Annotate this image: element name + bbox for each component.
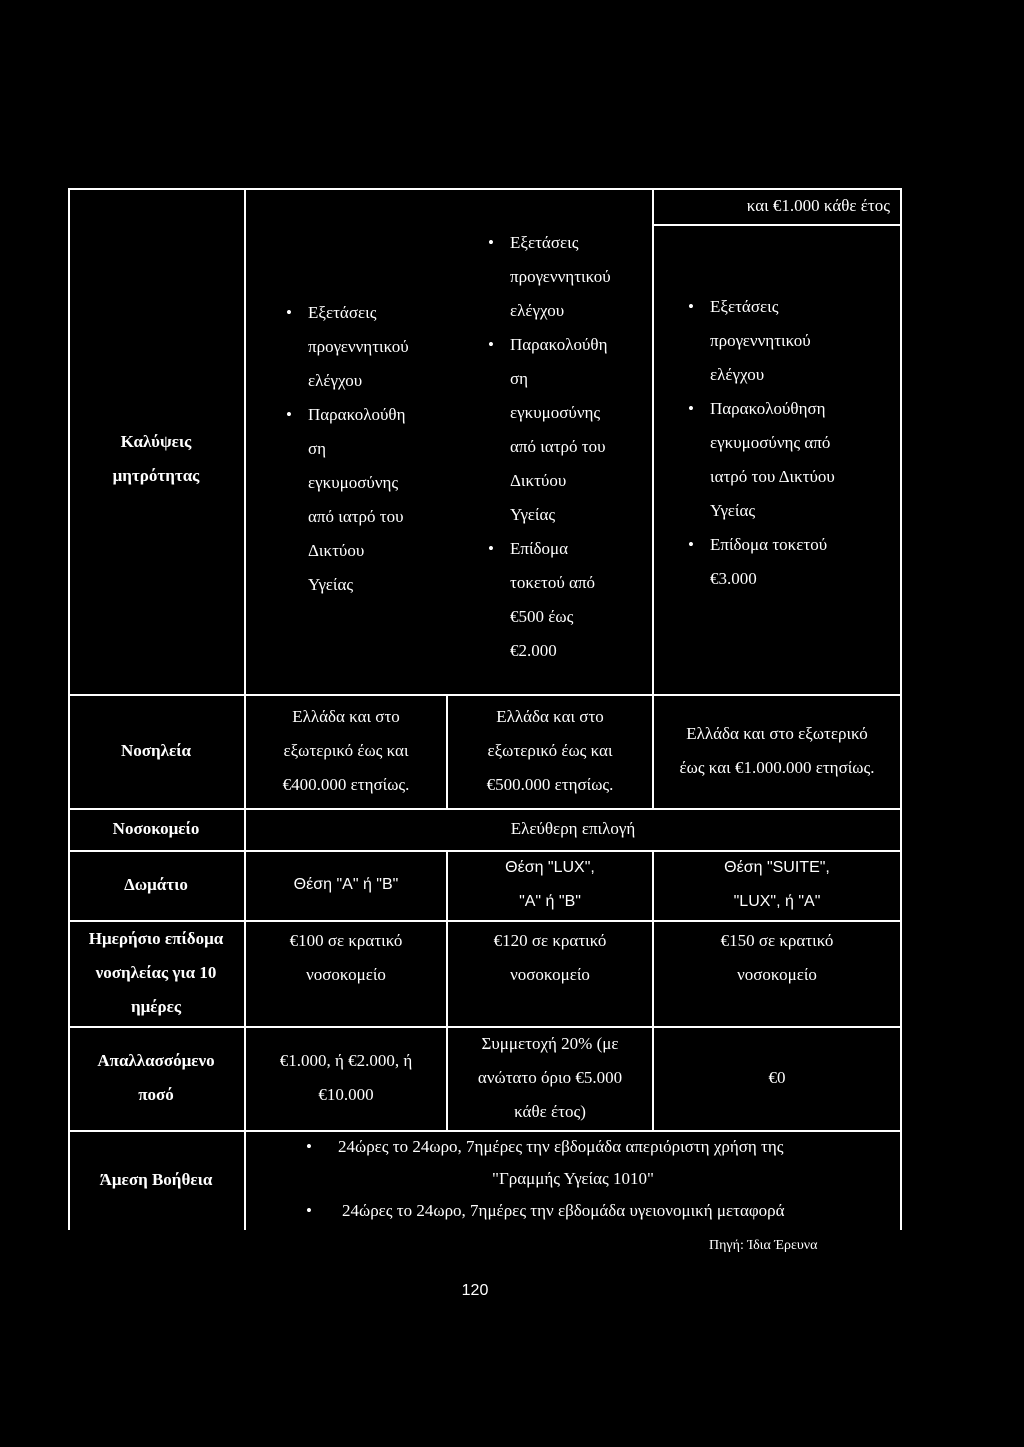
daily-allowance-label xyxy=(68,920,244,1026)
list-item-text: ελέγχου xyxy=(308,371,363,390)
list-item-text: ελέγχου xyxy=(710,365,765,384)
cell-text: Ελλάδα και στο εξωτερικό xyxy=(686,724,868,743)
list-item-text: €2.000 xyxy=(510,641,557,660)
assistance-bullet-1-cont xyxy=(246,1162,900,1196)
cell-text: €10.000 xyxy=(318,1085,374,1104)
deductible-label xyxy=(68,1026,244,1130)
room-plan2 xyxy=(448,850,652,920)
daily-allowance-plan2 xyxy=(448,920,652,1026)
source-note: Πηγή: Ίδια Έρευνα xyxy=(709,1238,818,1253)
list-item-text: €500 έως xyxy=(510,607,574,626)
list-item-text: Υγείας xyxy=(308,575,354,594)
daily-allowance-label-line: Ημερήσιο επίδομα xyxy=(88,929,224,948)
maternity-label-line: μητρότητας xyxy=(112,466,200,485)
cell-text: εξωτερικό έως και xyxy=(283,741,409,760)
deductible-label-line: Απαλλασσόμενο xyxy=(97,1051,215,1070)
bullet-icon: • xyxy=(306,1201,312,1220)
list-item xyxy=(684,528,835,596)
cell-text: Ελεύθερη επιλογή xyxy=(510,819,636,838)
page-number: 120 xyxy=(461,1282,489,1299)
daily-allowance-label-line: ημέρες xyxy=(130,997,182,1016)
list-item-text: • Εξετάσεις xyxy=(308,303,377,322)
daily-allowance-label-line: νοσηλείας για 10 xyxy=(95,963,217,982)
list-item-text: από ιατρό του xyxy=(510,437,606,456)
list-item-text: • Επίδομα τοκετού xyxy=(710,535,828,554)
list-item-text: ελέγχου xyxy=(510,301,565,320)
cell-text: νοσοκομείο xyxy=(737,965,817,984)
list-item-text: προγεννητικού xyxy=(308,337,409,356)
list-item-text: • Παρακολούθη xyxy=(308,405,406,424)
cell-text: Ελλάδα και στο xyxy=(292,707,400,726)
cell-text: €100 σε κρατικό xyxy=(289,931,403,950)
list-item-text: • Παρακολούθη xyxy=(510,335,608,354)
daily-allowance-plan1 xyxy=(246,920,446,1026)
cell-text: €0 xyxy=(768,1068,786,1087)
plan2-maternity-list xyxy=(484,226,611,668)
list-item-text: • Εξετάσεις xyxy=(510,233,579,252)
top-note: και €1.000 κάθε έτος xyxy=(746,196,890,215)
list-item xyxy=(282,296,409,398)
cell-text: Θέση "SUITE", xyxy=(724,859,830,876)
maternity-plan2 xyxy=(448,226,652,686)
coverage-table xyxy=(68,188,902,1248)
cell-text: νοσοκομείο xyxy=(306,965,386,984)
bullet-icon: • xyxy=(306,1137,312,1156)
cell-text: έως και €1.000.000 ετησίως. xyxy=(679,758,875,777)
deductible-plan3 xyxy=(654,1026,900,1130)
cell-text: "Γραμμής Υγείας 1010" xyxy=(492,1169,654,1188)
list-item xyxy=(484,328,611,532)
list-item xyxy=(684,290,835,392)
deductible-label-line: ποσό xyxy=(138,1085,174,1104)
cell-text: "A" ή "B" xyxy=(519,893,581,910)
cell-text: €400.000 ετησίως. xyxy=(282,775,410,794)
deductible-plan1 xyxy=(246,1026,446,1130)
cell-text: 24ώρες το 24ωρο, 7ημέρες την εβδομάδα υγειονομική μεταφορά xyxy=(342,1201,785,1220)
room-plan3 xyxy=(654,850,900,920)
list-item xyxy=(484,532,611,668)
list-item-text: €3.000 xyxy=(710,569,757,588)
list-item xyxy=(282,398,409,602)
cell-text: εξωτερικό έως και xyxy=(487,741,613,760)
list-item-text: εγκυμοσύνης από xyxy=(710,433,831,452)
plan1-maternity-list xyxy=(282,296,409,602)
room-plan1 xyxy=(246,850,446,920)
room-label-text: Δωμάτιο xyxy=(124,875,188,894)
list-item-text: Δικτύου xyxy=(510,471,567,490)
maternity-label xyxy=(68,224,244,694)
hospital-value xyxy=(246,808,900,850)
cell-text: "LUX", ή "A" xyxy=(733,893,821,910)
list-item-text: • Παρακολούθηση xyxy=(710,399,826,418)
cell-text: Θέση "A" ή "B" xyxy=(293,876,399,893)
cell-text: 24ώρες το 24ωρο, 7ημέρες την εβδομάδα απεριόριστη χρήση της xyxy=(338,1137,784,1156)
assistance-label xyxy=(68,1130,244,1230)
daily-allowance-plan3 xyxy=(654,920,900,1026)
maternity-plan1 xyxy=(246,296,446,626)
list-item-text: προγεννητικού xyxy=(710,331,811,350)
assistance-label-text: Άμεση Βοήθεια xyxy=(99,1170,213,1189)
maternity-label-line: Καλύψεις xyxy=(120,432,192,451)
list-item-text: Δικτύου xyxy=(308,541,365,560)
list-item-text: ιατρό του Δικτύου xyxy=(710,467,835,486)
room-label xyxy=(68,850,244,920)
list-item-text: • Εξετάσεις xyxy=(710,297,779,316)
cell-text: €120 σε κρατικό xyxy=(493,931,607,950)
list-item-text: από ιατρό του xyxy=(308,507,404,526)
cell-text: Θέση "LUX", xyxy=(505,859,595,876)
hospitalization-plan2 xyxy=(448,694,652,808)
list-item-text: ση xyxy=(308,439,327,458)
row-divider xyxy=(652,224,902,226)
top-note-cell xyxy=(652,188,902,224)
list-item xyxy=(684,392,835,528)
table-border-right xyxy=(900,188,902,1230)
list-item-text: εγκυμοσύνης xyxy=(510,403,601,422)
maternity-plan3 xyxy=(654,290,900,610)
cell-text: €1.000, ή €2.000, ή xyxy=(279,1051,413,1070)
cell-text: €150 σε κρατικό xyxy=(720,931,834,950)
deductible-plan2 xyxy=(448,1026,652,1130)
hospitalization-label-text: Νοσηλεία xyxy=(120,741,192,760)
hospital-label-text: Νοσοκομείο xyxy=(112,819,200,838)
list-item-text: προγεννητικού xyxy=(510,267,611,286)
cell-text: Συμμετοχή 20% (με xyxy=(481,1034,619,1053)
list-item-text: εγκυμοσύνης xyxy=(308,473,399,492)
list-item-text: τοκετού από xyxy=(510,573,596,592)
cell-text: Ελλάδα και στο xyxy=(496,707,604,726)
list-item-text: Υγείας xyxy=(510,505,556,524)
list-item-text: ση xyxy=(510,369,529,388)
cell-text: €500.000 ετησίως. xyxy=(486,775,614,794)
assistance-value xyxy=(246,1130,900,1230)
list-item-text: • Επίδομα xyxy=(510,539,569,558)
list-item-text: Υγείας xyxy=(710,501,756,520)
cell-text: νοσοκομείο xyxy=(510,965,590,984)
list-item xyxy=(484,226,611,328)
hospitalization-label xyxy=(68,694,244,808)
cell-text: ανώτατο όριο €5.000 xyxy=(477,1068,623,1087)
hospitalization-plan3 xyxy=(654,694,900,808)
plan3-maternity-list xyxy=(684,290,835,596)
hospitalization-plan1 xyxy=(246,694,446,808)
cell-text: κάθε έτος) xyxy=(514,1102,586,1121)
hospital-label xyxy=(68,808,244,850)
